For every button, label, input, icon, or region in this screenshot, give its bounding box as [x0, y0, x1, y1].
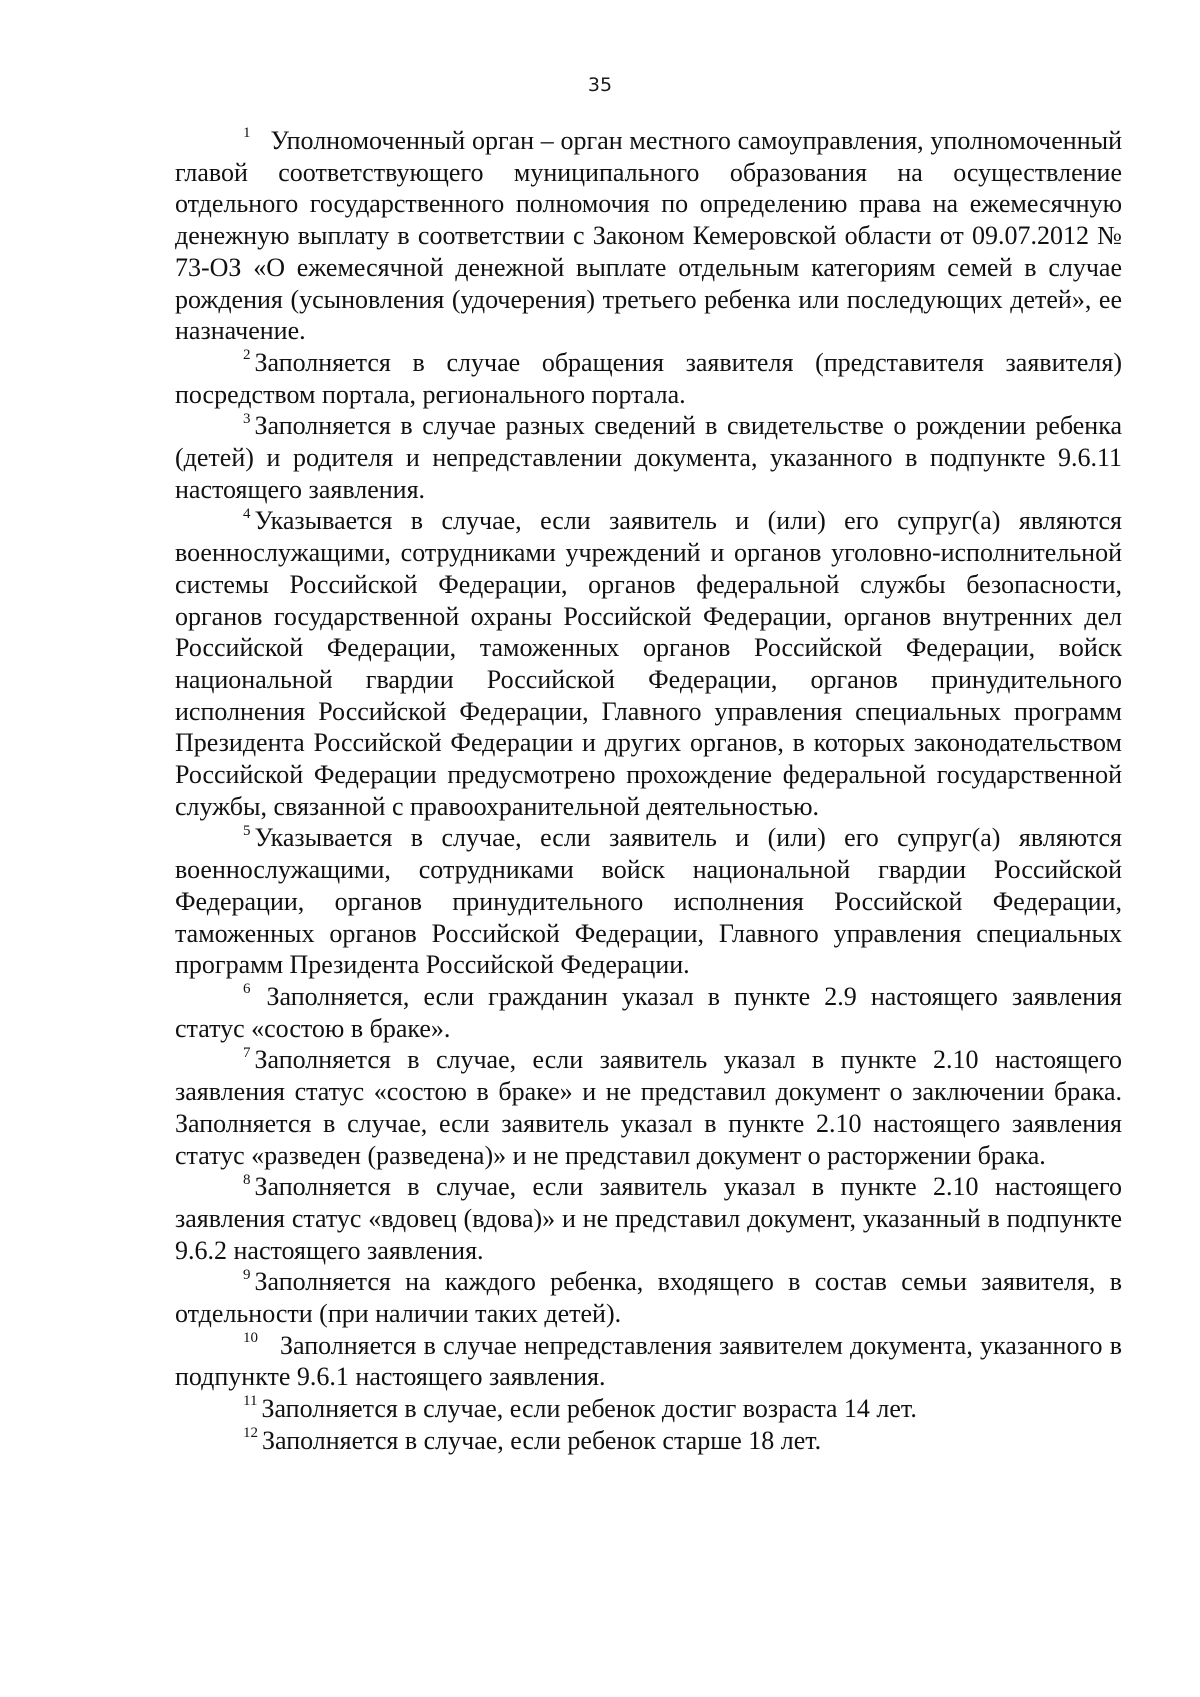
footnote-mark: 11 — [243, 1393, 258, 1410]
footnote-mark: 7 — [243, 1044, 251, 1061]
footnote-mark: 6 — [243, 981, 251, 998]
footnote-mark: 10 — [243, 1330, 258, 1347]
footnote-7 — [175, 1044, 1122, 1171]
footnote-mark: 4 — [243, 505, 251, 522]
footnote-2 — [175, 347, 1122, 410]
footnote-text: Заполняется в случае обращения заявителя (представителя заявителя) посредством портала, регионального портала. — [175, 347, 1122, 409]
footnote-10 — [175, 1330, 1122, 1393]
page-number: 35 — [587, 74, 613, 96]
footnote-text: Заполняется в случае, если ребенок старше 18 лет. — [262, 1425, 822, 1455]
footnote-6 — [175, 981, 1122, 1044]
footnote-12 — [175, 1425, 1122, 1457]
footnote-text: Заполняется в случае непредставления заявителем документа, указанного в подпункте 9.6.1 настоящего заявления. — [175, 1330, 1122, 1392]
footnote-mark: 3 — [243, 410, 251, 427]
footnote-text: Указывается в случае, если заявитель и (или) его супруг(а) являются военнослужащими, сотрудниками войск национальной гвардии Российской Федерации, органов принудительного исполнения Российской Федерации, таможенных органов Российской Федерации, Главного управления специальных программ Президента Российской Федерации. — [175, 823, 1122, 980]
footnote-8 — [175, 1171, 1122, 1266]
footnote-4 — [175, 505, 1122, 822]
footnote-3 — [175, 410, 1122, 505]
footnote-mark: 1 — [243, 125, 251, 142]
footnote-mark: 8 — [243, 1171, 251, 1188]
footnote-9 — [175, 1266, 1122, 1329]
footnote-text: Заполняется, если гражданин указал в пункте 2.9 настоящего заявления статус «состою в браке». — [175, 981, 1122, 1043]
footnote-text: Заполняется в случае, если заявитель указал в пункте 2.10 настоящего заявления статус «вдовец (вдова)» и не представил документ, указанный в подпункте 9.6.2 настоящего заявления. — [175, 1172, 1122, 1265]
footnote-text: Уполномоченный орган – орган местного самоуправления, уполномоченный главой соответствующего муниципального образования на осуществление отдельного государственного полномочия по определению права на ежемесячную денежную выплату в соответствии с Законом Кемеровской области от 09.07.2012 № 73-ОЗ «О ежемесячной денежной выплате отдельным категориям семей в случае рождения (усыновления (удочерения) третьего ребенка или последующих детей», ее назначение. — [175, 126, 1122, 346]
footnote-1 — [175, 125, 1122, 347]
footnotes-list — [175, 125, 1122, 1457]
footnote-11 — [175, 1393, 1122, 1425]
footnote-mark: 9 — [243, 1266, 251, 1283]
footnote-mark: 2 — [243, 347, 251, 364]
footnote-text: Заполняется в случае, если заявитель указал в пункте 2.10 настоящего заявления статус «состою в браке» и не представил документ о заключении брака. Заполняется в случае, если заявитель указал в пункте 2.10 настоящего заявления статус «разведен (разведена)» и не представил документ о расторжении брака. — [175, 1045, 1122, 1170]
footnote-text: Указывается в случае, если заявитель и (или) его супруг(а) являются военнослужащими, сотрудниками учреждений и органов уголовно-исполнительной системы Российской Федерации, органов федеральной службы безопасности, органов государственной охраны Российской Федерации, органов внутренних дел Российской Федерации, таможенных органов Российской Федерации, войск национальной гвардии Российской Федерации, органов принудительного исполнения Российской Федерации, Главного управления специальных программ Президента Российской Федерации и других органов, в которых законодательством Российской Федерации предусмотрено прохождение федеральной государственной службы, связанной с правоохранительной деятельностью. — [175, 506, 1122, 821]
footnote-text: Заполняется в случае, если ребенок достиг возраста 14 лет. — [261, 1394, 917, 1424]
footnote-mark: 12 — [243, 1425, 258, 1442]
footnote-text: Заполняется на каждого ребенка, входящего в состав семьи заявителя, в отдельности (при наличии таких детей). — [175, 1267, 1122, 1329]
footnote-5 — [175, 822, 1122, 981]
footnote-text: Заполняется в случае разных сведений в свидетельстве о рождении ребенка (детей) и родителя и непредставлении документа, указанного в подпункте 9.6.11 настоящего заявления. — [175, 411, 1122, 504]
footnote-mark: 5 — [243, 822, 251, 839]
